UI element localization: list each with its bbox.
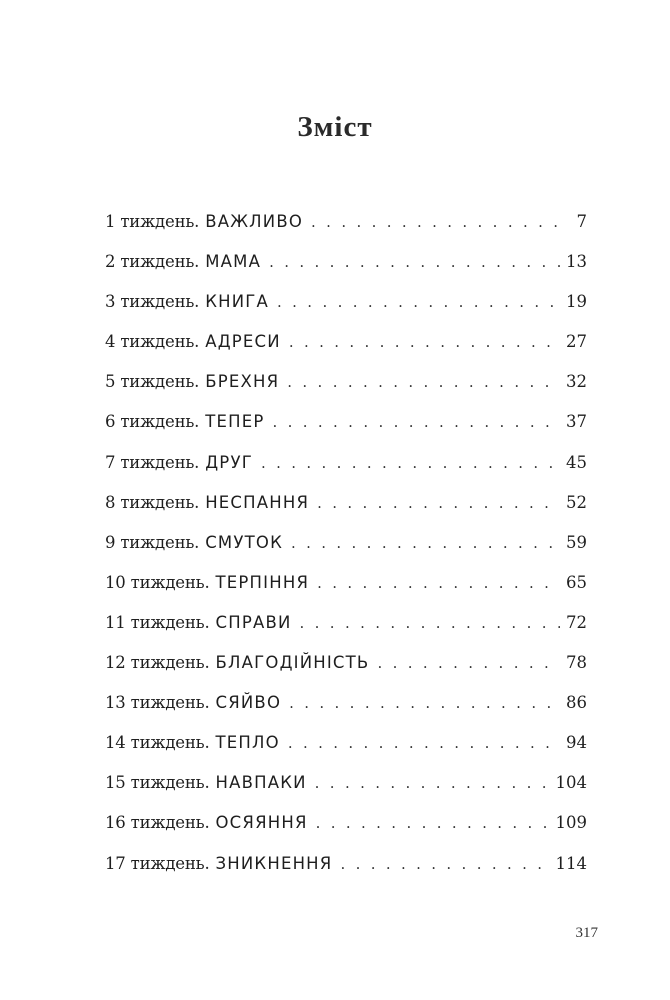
toc-chapter-title: СМУТОК <box>205 532 283 552</box>
toc-week: 14 тиждень. <box>105 733 210 753</box>
toc-chapter-title: МАМА <box>205 252 262 272</box>
toc-dot-leader <box>291 526 560 560</box>
toc-dot-leader <box>269 245 560 279</box>
toc-dot-leader <box>311 205 567 239</box>
toc-page-number: 13 <box>566 252 587 272</box>
toc-week: 11 тиждень. <box>105 612 210 632</box>
toc-entry <box>105 325 587 365</box>
toc-entry <box>105 446 587 486</box>
toc-chapter-title: СПРАВИ <box>215 612 292 632</box>
toc-week: 4 тиждень. <box>105 332 200 352</box>
toc-entry <box>105 245 587 285</box>
toc-chapter-title: НЕСПАННЯ <box>205 492 310 512</box>
toc-dot-leader <box>317 566 560 600</box>
toc-chapter-title: ЗНИКНЕННЯ <box>215 853 333 873</box>
toc-dot-leader <box>316 806 550 840</box>
toc-chapter-title: КНИГА <box>205 292 270 312</box>
toc-page-number: 45 <box>566 452 587 472</box>
toc-week: 1 тиждень. <box>105 212 200 231</box>
toc-dot-leader <box>289 686 560 720</box>
toc-entry <box>105 847 587 887</box>
toc-dot-leader <box>377 646 560 680</box>
page-number: 317 <box>575 925 598 941</box>
toc-dot-leader <box>300 606 560 640</box>
toc-dot-leader <box>315 766 550 800</box>
toc-entry <box>105 205 587 245</box>
toc-dot-leader <box>289 325 560 359</box>
toc-entry <box>105 766 587 806</box>
toc-entry <box>105 646 587 686</box>
toc-page-number: 104 <box>555 773 587 793</box>
toc-dot-leader <box>261 446 560 480</box>
toc-entry <box>105 526 587 566</box>
toc-chapter-title: ТЕРПІННЯ <box>215 572 310 592</box>
toc-week: 16 тиждень. <box>105 813 210 833</box>
toc-chapter-title: ДРУГ <box>205 452 253 472</box>
toc-entry <box>105 726 587 766</box>
toc-week: 15 тиждень. <box>105 773 210 793</box>
toc-page-number: 78 <box>566 653 587 673</box>
toc-page-number: 37 <box>566 412 587 432</box>
toc-entry <box>105 405 587 445</box>
toc-page-number: 114 <box>555 853 587 873</box>
toc-chapter-title: СЯЙВО <box>215 693 282 713</box>
toc-week: 13 тиждень. <box>105 693 210 713</box>
toc-chapter-title: АДРЕСИ <box>205 332 281 352</box>
toc-entry <box>105 566 587 606</box>
toc-week: 5 тиждень. <box>105 372 200 392</box>
toc-week: 3 тиждень. <box>105 292 200 312</box>
toc-chapter-title: ВАЖЛИВО <box>205 212 304 231</box>
toc-chapter-title: НАВПАКИ <box>215 773 307 793</box>
toc-page-number: 72 <box>566 612 587 632</box>
toc-week: 7 тиждень. <box>105 452 200 472</box>
toc-page-number: 7 <box>576 212 587 231</box>
toc-page-number: 109 <box>555 813 587 833</box>
toc-week: 8 тиждень. <box>105 492 200 512</box>
toc-chapter-title: ОСЯЯННЯ <box>215 813 308 833</box>
toc-week: 10 тиждень. <box>105 572 210 592</box>
toc-entry <box>105 285 587 325</box>
toc-week: 9 тиждень. <box>105 532 200 552</box>
toc-week: 6 тиждень. <box>105 412 200 432</box>
table-of-contents <box>105 205 587 887</box>
toc-dot-leader <box>317 486 560 520</box>
toc-week: 12 тиждень. <box>105 653 210 673</box>
toc-page-number: 52 <box>566 492 587 512</box>
toc-page-number: 59 <box>566 532 587 552</box>
toc-dot-leader <box>287 365 560 399</box>
toc-dot-leader <box>277 285 560 319</box>
toc-page-number: 27 <box>566 332 587 352</box>
toc-page-number: 86 <box>566 693 587 713</box>
toc-dot-leader <box>288 726 560 760</box>
toc-week: 17 тиждень. <box>105 853 210 873</box>
toc-entry <box>105 486 587 526</box>
toc-page-number: 32 <box>566 372 587 392</box>
toc-entry <box>105 606 587 646</box>
toc-entry <box>105 686 587 726</box>
toc-chapter-title: ТЕПЛО <box>215 733 280 753</box>
toc-entry <box>105 365 587 405</box>
toc-chapter-title: БРЕХНЯ <box>205 372 280 392</box>
toc-entry <box>105 806 587 846</box>
toc-dot-leader <box>273 405 561 439</box>
toc-page-number: 65 <box>566 572 587 592</box>
toc-page-number: 94 <box>566 733 587 753</box>
page-title: Зміст <box>297 111 373 144</box>
toc-dot-leader <box>340 847 549 881</box>
toc-chapter-title: ТЕПЕР <box>205 412 265 432</box>
toc-chapter-title: БЛАГОДІЙНІСТЬ <box>215 653 370 673</box>
toc-page-number: 19 <box>566 292 587 312</box>
toc-week: 2 тиждень. <box>105 252 200 272</box>
